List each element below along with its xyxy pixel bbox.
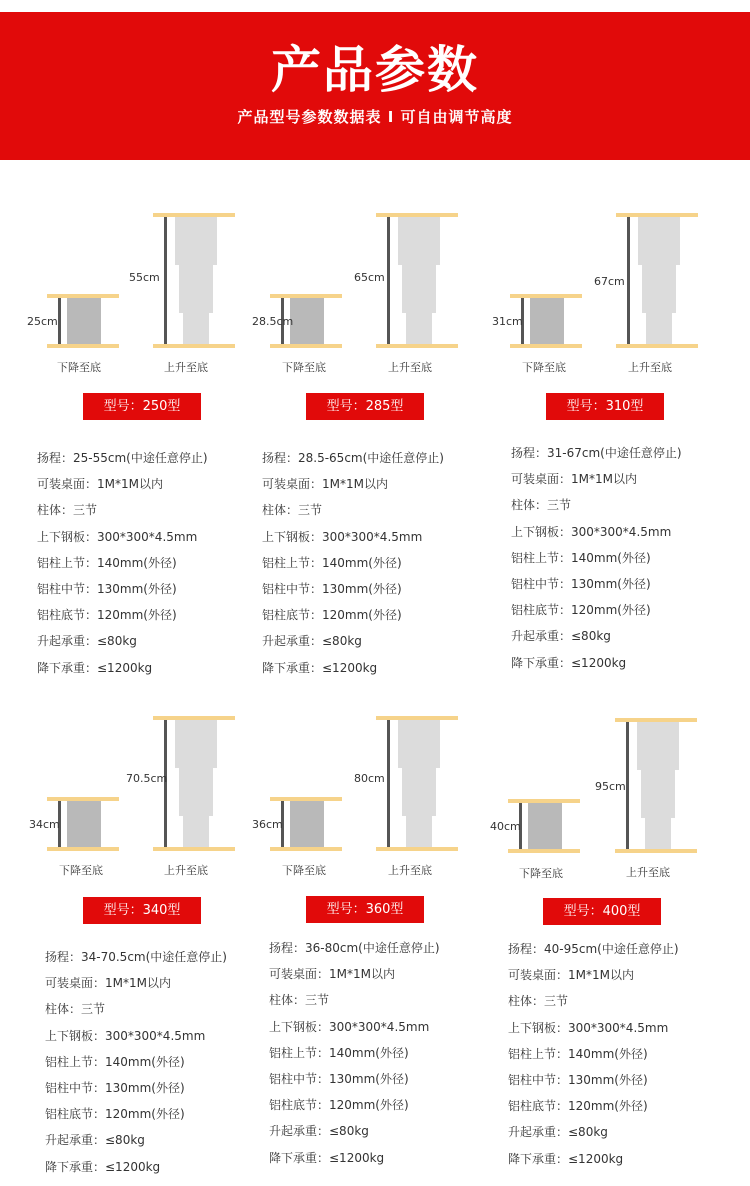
raised-label: 上升至底 [628, 361, 672, 374]
raised-pillar-mid [179, 768, 213, 816]
raised-height-line [387, 720, 390, 847]
spec-item: 柱体：三节 [269, 993, 330, 1008]
model-badge: 型号：310型 [546, 393, 664, 420]
lowered-pillar [290, 801, 324, 847]
product-card [248, 698, 488, 1178]
raised-pillar-mid [402, 265, 436, 313]
lowered-label: 下降至底 [282, 361, 326, 374]
spec-item: 扬程：34-70.5cm(中途任意停止) [45, 950, 227, 964]
raised-pillar-bottom [183, 816, 209, 847]
raised-pillar-top [638, 217, 680, 265]
page-subtitle: 产品型号参数数据表 I 可自由调节高度 [237, 108, 513, 126]
spec-item: 扬程：25-55cm(中途任意停止) [37, 451, 208, 465]
header-banner [0, 12, 750, 160]
spec-item: 铝柱底节：120mm(外径) [511, 603, 651, 618]
spec-item: 扬程：36-80cm(中途任意停止) [269, 941, 440, 955]
raised-pillar-bottom [183, 313, 209, 344]
spec-item: 升起承重：≤80kg [262, 634, 362, 649]
spec-item: 可装桌面：1M*1M以内 [508, 968, 634, 983]
raised-label: 上升至底 [388, 361, 432, 374]
spec-item: 铝柱中节：130mm(外径) [269, 1071, 409, 1086]
spec-item: 铝柱中节：130mm(外径) [511, 576, 651, 591]
spec-item: 降下承重：≤1200kg [511, 655, 627, 670]
spec-item: 降下承重：≤1200kg [508, 1151, 624, 1166]
spec-list [511, 440, 682, 676]
raised-pillar-top [637, 722, 679, 770]
raised-height-label: 65cm [354, 271, 385, 284]
raised-height-label: 95cm [595, 780, 626, 793]
spec-list [269, 935, 440, 1171]
spec-item: 柱体：三节 [37, 503, 98, 518]
lowered-height-label: 25cm [27, 315, 58, 328]
spec-item: 降下承重：≤1200kg [262, 660, 378, 675]
raised-bottom-plate [615, 849, 697, 853]
lowered-height-label: 40cm [490, 820, 521, 833]
spec-item: 可装桌面：1M*1M以内 [262, 477, 388, 492]
raised-pillar-mid [402, 768, 436, 816]
spec-item: 柱体：三节 [45, 1002, 106, 1017]
product-card [248, 195, 488, 675]
raised-label: 上升至底 [164, 361, 208, 374]
lowered-label: 下降至底 [522, 361, 566, 374]
model-badge: 型号：250型 [83, 393, 201, 420]
lowered-height-label: 34cm [29, 818, 60, 831]
spec-item: 升起承重：≤80kg [269, 1124, 369, 1139]
spec-item: 上下钢板：300*300*4.5mm [37, 529, 198, 544]
raised-pillar-top [175, 720, 217, 768]
spec-item: 升起承重：≤80kg [508, 1125, 608, 1140]
lowered-pillar [67, 298, 101, 344]
spec-item: 铝柱中节：130mm(外径) [508, 1072, 648, 1087]
raised-label: 上升至底 [626, 866, 670, 879]
spec-item: 铝柱中节：130mm(外径) [262, 581, 402, 596]
spec-item: 上下钢板：300*300*4.5mm [262, 529, 423, 544]
product-card [25, 195, 265, 675]
raised-height-label: 67cm [594, 275, 625, 288]
raised-height-line [627, 217, 630, 344]
lowered-pillar [530, 298, 564, 344]
lowered-height-label: 36cm [252, 818, 283, 831]
model-badge: 型号：340型 [83, 897, 201, 924]
spec-item: 铝柱上节：140mm(外径) [45, 1054, 185, 1069]
raised-height-line [387, 217, 390, 344]
lowered-bottom-plate [270, 344, 342, 348]
lowered-bottom-plate [510, 344, 582, 348]
spec-item: 铝柱上节：140mm(外径) [508, 1046, 648, 1061]
raised-height-line [164, 217, 167, 344]
spec-item: 铝柱中节：130mm(外径) [45, 1080, 185, 1095]
lowered-label: 下降至底 [59, 864, 103, 877]
spec-item: 可装桌面：1M*1M以内 [45, 976, 171, 991]
spec-item: 铝柱底节：120mm(外径) [37, 608, 177, 623]
raised-pillar-mid [642, 265, 676, 313]
raised-pillar-top [175, 217, 217, 265]
spec-list [37, 445, 208, 681]
spec-item: 铝柱上节：140mm(外径) [262, 555, 402, 570]
spec-item: 降下承重：≤1200kg [45, 1159, 161, 1174]
lowered-bottom-plate [47, 847, 119, 851]
height-diagram [248, 698, 488, 878]
lowered-pillar [67, 801, 101, 847]
raised-bottom-plate [153, 344, 235, 348]
spec-item: 上下钢板：300*300*4.5mm [511, 524, 672, 539]
raised-pillar-mid [179, 265, 213, 313]
raised-pillar-top [398, 217, 440, 265]
lowered-label: 下降至底 [519, 867, 563, 880]
spec-list [262, 445, 444, 681]
spec-item: 可装桌面：1M*1M以内 [511, 472, 637, 487]
spec-item: 铝柱中节：130mm(外径) [37, 581, 177, 596]
height-diagram [488, 195, 728, 375]
spec-item: 扬程：28.5-65cm(中途任意停止) [262, 451, 444, 465]
lowered-bottom-plate [47, 344, 119, 348]
spec-item: 铝柱底节：120mm(外径) [262, 608, 402, 623]
raised-label: 上升至底 [164, 864, 208, 877]
raised-bottom-plate [616, 344, 698, 348]
lowered-label: 下降至底 [57, 361, 101, 374]
raised-height-label: 70.5cm [126, 772, 168, 785]
spec-item: 铝柱上节：140mm(外径) [511, 550, 651, 565]
raised-pillar-top [398, 720, 440, 768]
spec-item: 上下钢板：300*300*4.5mm [269, 1019, 430, 1034]
raised-pillar-bottom [645, 818, 671, 849]
spec-item: 铝柱底节：120mm(外径) [508, 1099, 648, 1114]
spec-item: 柱体：三节 [262, 503, 323, 518]
raised-bottom-plate [153, 847, 235, 851]
spec-item: 降下承重：≤1200kg [37, 660, 153, 675]
raised-pillar-bottom [406, 313, 432, 344]
spec-item: 柱体：三节 [508, 994, 569, 1009]
lowered-height-label: 31cm [492, 315, 523, 328]
raised-label: 上升至底 [388, 864, 432, 877]
product-card [25, 698, 265, 1178]
product-card [488, 195, 728, 675]
model-badge: 型号：360型 [306, 896, 424, 923]
lowered-bottom-plate [270, 847, 342, 851]
height-diagram [25, 698, 265, 878]
spec-item: 可装桌面：1M*1M以内 [37, 477, 163, 492]
model-badge: 型号：400型 [543, 898, 661, 925]
lowered-label: 下降至底 [282, 864, 326, 877]
spec-item: 扬程：31-67cm(中途任意停止) [511, 446, 682, 460]
lowered-pillar [290, 298, 324, 344]
raised-pillar-bottom [406, 816, 432, 847]
raised-bottom-plate [376, 344, 458, 348]
lowered-bottom-plate [508, 849, 580, 853]
raised-pillar-bottom [646, 313, 672, 344]
raised-height-label: 55cm [129, 271, 160, 284]
spec-item: 铝柱上节：140mm(外径) [37, 555, 177, 570]
spec-list [508, 936, 679, 1172]
raised-height-line [626, 722, 629, 849]
spec-item: 扬程：40-95cm(中途任意停止) [508, 942, 679, 956]
product-card [488, 698, 728, 1178]
raised-bottom-plate [376, 847, 458, 851]
model-badge: 型号：285型 [306, 393, 424, 420]
lowered-pillar [528, 803, 562, 849]
spec-item: 铝柱底节：120mm(外径) [269, 1098, 409, 1113]
raised-pillar-mid [641, 770, 675, 818]
spec-item: 铝柱上节：140mm(外径) [269, 1045, 409, 1060]
spec-item: 上下钢板：300*300*4.5mm [45, 1028, 206, 1043]
spec-item: 上下钢板：300*300*4.5mm [508, 1020, 669, 1035]
height-diagram [248, 195, 488, 375]
height-diagram [25, 195, 265, 375]
spec-item: 升起承重：≤80kg [45, 1133, 145, 1148]
spec-list [45, 944, 227, 1180]
spec-item: 升起承重：≤80kg [511, 629, 611, 644]
spec-item: 可装桌面：1M*1M以内 [269, 967, 395, 982]
spec-item: 柱体：三节 [511, 498, 572, 513]
page-title: 产品参数 [271, 41, 479, 99]
lowered-height-label: 28.5cm [252, 315, 294, 328]
lowered-height-line [58, 298, 61, 344]
raised-height-label: 80cm [354, 772, 385, 785]
spec-item: 升起承重：≤80kg [37, 634, 137, 649]
spec-item: 铝柱底节：120mm(外径) [45, 1107, 185, 1122]
height-diagram [488, 698, 728, 878]
spec-item: 降下承重：≤1200kg [269, 1150, 385, 1165]
